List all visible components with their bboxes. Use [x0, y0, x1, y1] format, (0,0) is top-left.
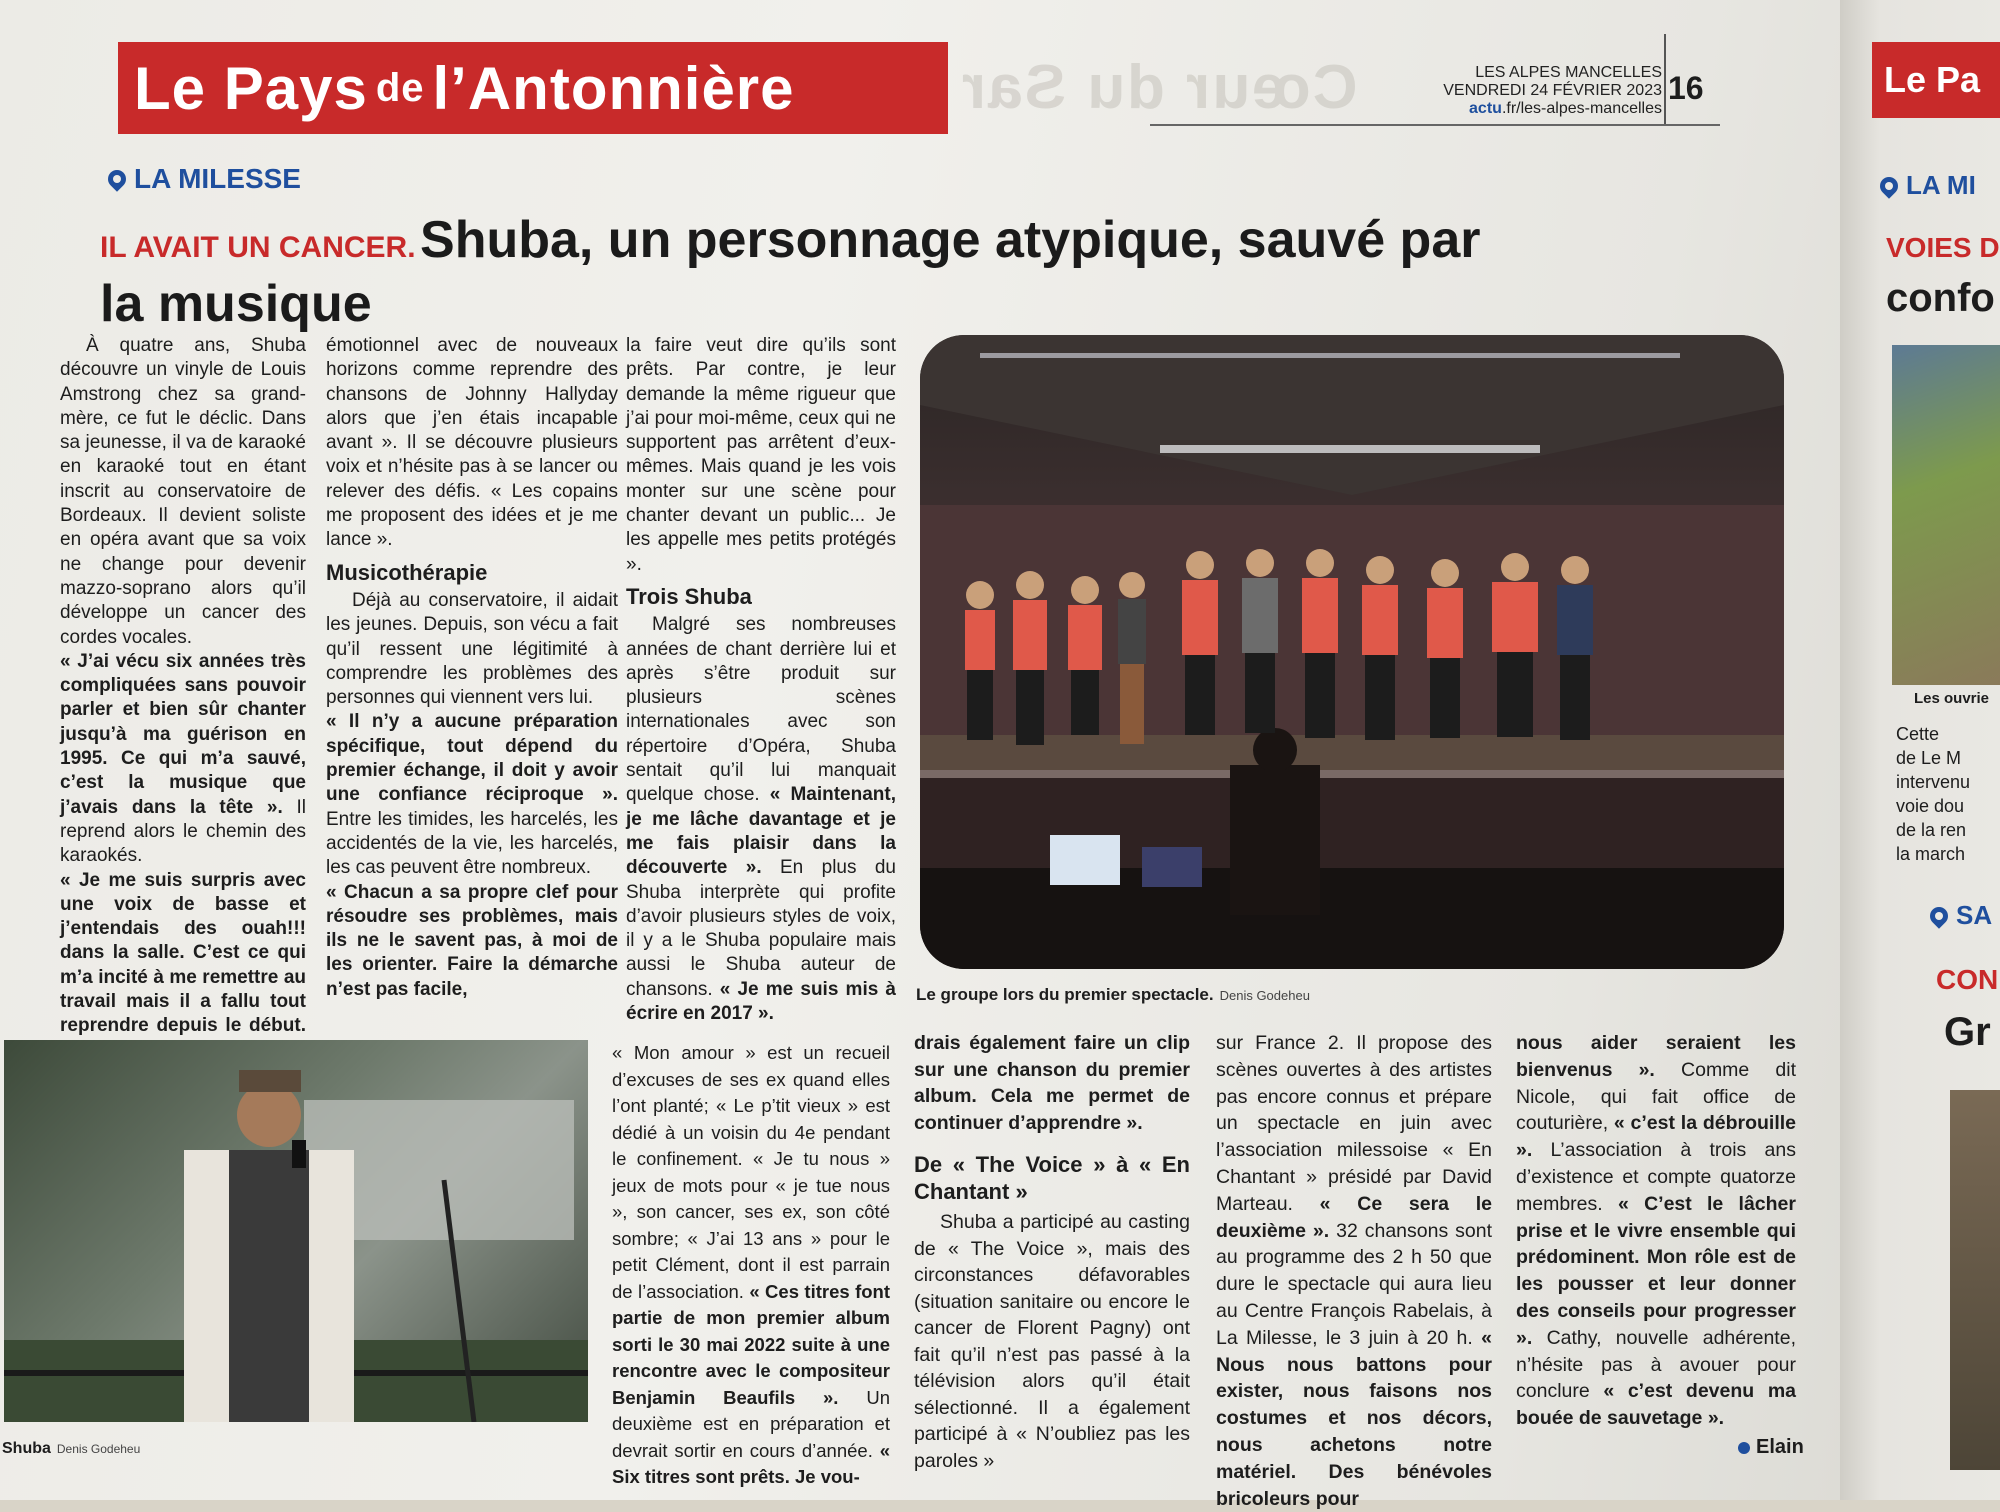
article-quote: « Ces titres font partie de mon premier album sorti le 30 mai 2022 suite à une rencontre avec le compositeur Benjamin Beaufils ».: [612, 1280, 890, 1408]
location-pin-icon: [104, 166, 129, 191]
caption-text: Le groupe lors du premier spectacle.: [916, 985, 1214, 1004]
next-page-kicker: VOIES D: [1886, 232, 2000, 263]
paper-name: LES ALPES MANCELLES: [1475, 64, 1662, 81]
article-paragraph: Entre les timides, les harcelés, les accidentés de la vie, les harcelés, les cas peuvent être nombreux.: [326, 808, 618, 879]
article-column-3-continued: [612, 1040, 890, 1491]
article-column-3: [626, 334, 896, 1026]
headline-kicker: IL AVAIT UN CANCER.: [100, 231, 416, 264]
article-quote: « Chacun a sa propre clef pour résoudre ses problèmes, mais ils ne le savent pas, à moi de les orienter. Faire la démarche n’est pas facile,: [326, 881, 618, 1000]
stage-group-photo: [920, 335, 1784, 969]
article-paragraph: Il reprend alors le chemin des karaokés.: [60, 796, 307, 867]
article-quote: « Ce sera le deuxième ».: [1216, 1192, 1492, 1242]
banner-title-part1: Le Pays: [134, 54, 368, 122]
issue-date: VENDREDI 24 FÉVRIER 2023: [1443, 82, 1662, 99]
article-quote: « C’est le lâcher prise et le vivre ensemble qui prédominent. Mon rôle est de les pousser et leur donner des conseils pour progresser ».: [1516, 1192, 1796, 1349]
article-quote: drais également faire un clip sur une chanson du premier album. Cela me permet de continuer d’apprendre ».: [914, 1032, 1190, 1134]
article-paragraph: Shuba a participé au casting de « The Voice », mais des circonstances défavorables (situation sanitaire ou encore le cancer de Florent Pagny) ont fait qu’il n’est pas passé à la télévision alors qu’il était sélectionné. Il a également participé à « N’oubliez pas les paroles »: [914, 1211, 1190, 1472]
show-through-text: Cœur du Sar: [960, 53, 1358, 122]
article-paragraph: 32 chansons sont au programme des 2 h 50 que dure le spectacle qui aura lieu au Centre François Rabelais, à La Milesse, le 3 juin à 20 h.: [1216, 1219, 1493, 1349]
section-banner: [118, 42, 948, 134]
article-paragraph: En plus du Shuba interprète qui profite d’avoir plusieurs styles de voix, il y a le Shuba populaire mais aussi le Shuba auteur de chansons.: [626, 857, 896, 1000]
masthead-info: [1440, 64, 1662, 118]
article-quote: « Je me suis surpris avec une voix de basse et j’entendais des ouah!!! dans la salle. C’est ce qui m’a incité à me remettre au travail mais il a fallu tout reprendre depuis le début.: [60, 869, 306, 1037]
next-page-caption: Les ouvrie: [1914, 690, 1990, 707]
article-quote: « Six titres sont prêts. Je vou-: [612, 1439, 891, 1487]
article-quote: « Nous nous battons pour exister, nous faisons nos costumes et nos décors, nous achetons notre matériel. Des bénévoles bricoleurs pour: [1216, 1326, 1492, 1510]
location-label: LA MILESSE: [134, 163, 301, 194]
headline-title: Shuba, un personnage atypique, sauvé par: [420, 211, 1481, 269]
article-quote: « Maintenant, je me lâche davantage et je me fais plaisir dans la découverte ».: [626, 784, 897, 879]
next-page-photo-2: [1950, 1090, 2000, 1470]
author-signature: [1738, 1436, 1804, 1459]
article-quote: « c’est devenu ma bouée de sauvetage ».: [1516, 1380, 1797, 1430]
article-column-5: [1216, 1030, 1492, 1512]
location-pin-icon: [1926, 903, 1951, 928]
banner-title-part2: l’Antonnière: [432, 54, 795, 122]
article-paragraph: la faire veut dire qu’ils sont prêts. Par contre, je leur demande la même rigueur que j’ai pour moi-même, ceux qui ne supportent pas arrêtent d’eux-mêmes. Mais quand je les vois monter sur une scène pour chanter devant un public... Je les appelle mes petits protégés ».: [626, 335, 896, 575]
article-paragraph: émotionnel avec de nouveaux horizons comme reprendre des chansons de Johnny Hallyday alors que j’en étais incapable avant ». Il se découvre plusieurs voix et n’hésite pas à se lancer ou relever des défis. « Les copains me proposent des idées et je me lance ».: [326, 335, 618, 551]
article-quote: « Il n’y a aucune préparation spécifique, tout dépend du premier échange, il doit y avoir une confiance réciproque ».: [326, 711, 618, 806]
article-paragraph: Déjà au conservatoire, il aidait les jeunes. Depuis, son vécu a fait qu’il ressent une légitimité à comprendre les problèmes des personnes qui viennent vers lui.: [326, 589, 618, 709]
article-quote: « Je me suis mis à écrire en 2017 ».: [626, 978, 896, 1025]
next-page-photo: [1892, 345, 2000, 685]
next-page-headline: confo: [1886, 276, 1995, 320]
article-column-4: [914, 1030, 1190, 1474]
banner-title-de: de: [375, 65, 425, 110]
article-paragraph: Malgré ses nombreuses années de chant derrière lui et après s’être produit sur plusieurs scènes internationales avec son répertoire d’Opéra, Shuba sentait qu’il lui manquait quelque chose.: [626, 614, 896, 806]
stage-illustration: [920, 335, 1784, 969]
article-column-6: [1516, 1030, 1796, 1432]
subheading: Musicothérapie: [326, 559, 488, 585]
shuba-singing-photo: [4, 1040, 588, 1422]
next-page-headline-2: Gr: [1944, 1010, 1991, 1054]
main-photo-caption: [916, 985, 1310, 1005]
next-page-banner: Le Pa: [1872, 42, 2000, 118]
paper-url: actu.fr/les-alpes-mancelles: [1469, 100, 1662, 117]
article-paragraph: sur France 2. Il propose des scènes ouvertes à des artistes pas encore connus et prépare un spectacle en juin avec l’association milessoise « En Chantant » présidé par David Marteau.: [1216, 1032, 1492, 1215]
headline-title-line2: la musique: [100, 275, 372, 333]
article-paragraph: Comme dit Nicole, qui fait office de couturière,: [1516, 1058, 1797, 1135]
subheading: De « The Voice » à « En Chantant »: [914, 1152, 1190, 1204]
masthead-rule: [1150, 124, 1720, 126]
location-pin-icon: [1876, 173, 1901, 198]
location-tag: [108, 163, 301, 195]
article-paragraph: Cathy, nouvelle adhérente, n’hésite pas à avouer pour conclure: [1516, 1326, 1796, 1403]
next-page-location-2: SA: [1930, 900, 1992, 931]
caption-text: Shuba: [2, 1440, 51, 1457]
next-page-kicker-2: CON: [1936, 964, 1999, 995]
article-paragraph: L’association à trois ans d’existence et compte quatorze membres.: [1516, 1139, 1796, 1215]
article-paragraph: « Mon amour » est un recueil d’excuses de ses ex quand elles l’ont planté; « Le p’tit vieux » est dédié à un voisin du 4e pendant le confinement. « Je tu nous » jeux de mots pour « je tue nous », son cancer, ses ex, son côté sombre; « J’ai 13 ans » pour le petit Clément, dont il est parrain de l’association.: [612, 1042, 890, 1302]
article-column-1: [60, 334, 306, 1160]
article-quote: nous aider seraient les bienvenus ».: [1516, 1032, 1796, 1081]
article-paragraph: Un deuxième est en préparation et devrait sortir en cours d’année.: [612, 1386, 890, 1461]
article-column-2: [326, 334, 618, 1002]
masthead-divider: [1664, 34, 1666, 126]
next-page-text: Cette de Le M intervenu voie dou de la ren la march: [1896, 724, 1971, 864]
page-number: 16: [1668, 70, 1704, 106]
singer-illustration: [4, 1040, 588, 1422]
author-name: Elain: [1756, 1436, 1804, 1458]
next-page-location: LA MI: [1880, 170, 1976, 201]
small-photo-caption: [2, 1440, 140, 1458]
article-quote: « c’est la débrouille ».: [1516, 1112, 1796, 1162]
photo-credit: Denis Godeheu: [1219, 988, 1310, 1003]
headline: [100, 210, 1740, 334]
article-paragraph: À quatre ans, Shuba découvre un vinyle de Louis Amstrong chez sa grand-mère, ce fut le déclic. Dans sa jeunesse, il va de karaoké en karaoké tout en étant inscrit au conservatoire de Bordeaux. Il devient soliste en opéra avant que sa voix ne change pour devenir mazzo-soprano alors qu’il développe un cancer des cordes vocales.: [60, 335, 306, 648]
photo-credit: Denis Godeheu: [56, 1442, 141, 1456]
bullet-icon: [1738, 1442, 1750, 1454]
subheading: Trois Shuba: [626, 583, 752, 609]
article-quote: « J’ai vécu six années très compliquées sans pouvoir parler et bien sûr chanter jusqu’à ma guérison en 1995. Ce qui m’a sauvé, c’est la musique que j’avais dans la tête ».: [60, 650, 306, 818]
